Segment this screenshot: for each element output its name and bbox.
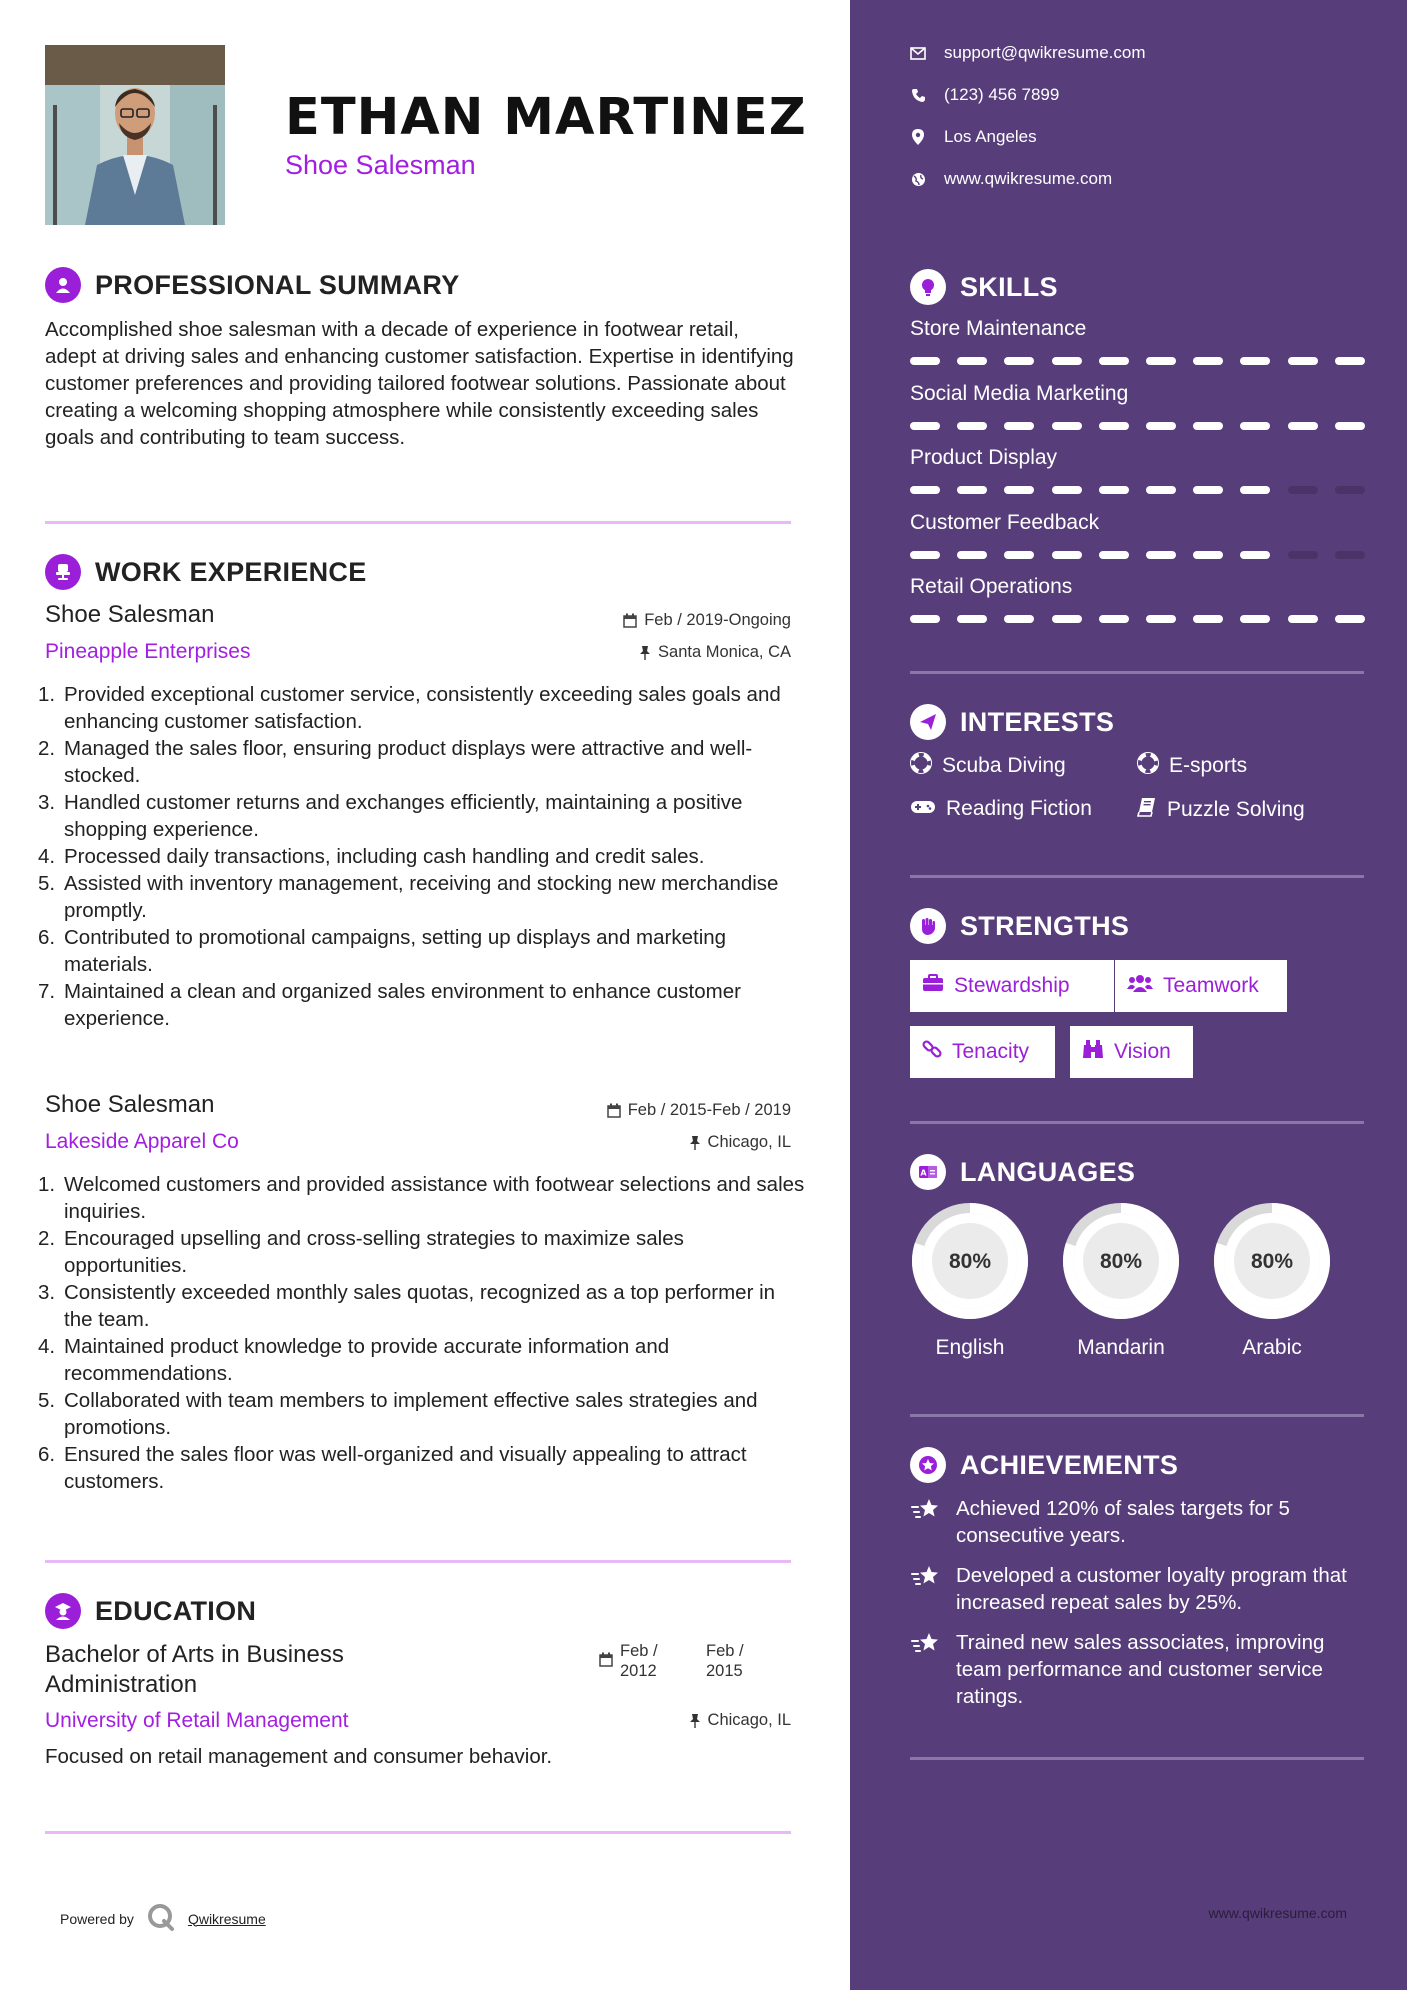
job-duties	[38, 681, 805, 1032]
section-divider	[910, 671, 1364, 674]
languages-heading	[910, 1154, 1135, 1190]
skill-level-dash	[1240, 551, 1270, 559]
briefcase-icon	[922, 974, 944, 998]
skill-name: Retail Operations	[910, 575, 1073, 598]
skill-level-dash	[1052, 422, 1082, 430]
section-divider	[45, 521, 791, 524]
list-item: 6. Ensured the sales floor was well-organized and visually appealing to attract customers.	[38, 1443, 747, 1493]
summary-heading	[45, 267, 460, 303]
phone-icon	[910, 87, 926, 103]
list-item: 4. Maintained product knowledge to provide accurate information and recommendations.	[38, 1335, 670, 1385]
skill-level-bar	[910, 615, 1365, 623]
job-date-text: Feb / 2015-Feb / 2019	[627, 1101, 791, 1119]
skill-level-dash	[1288, 486, 1318, 494]
paper-plane-icon	[910, 704, 946, 740]
skill-level-dash	[1004, 615, 1034, 623]
job-duties	[38, 1171, 805, 1495]
calendar-icon	[623, 613, 637, 628]
skill-level-dash	[1146, 422, 1176, 430]
skill-level-dash	[1240, 357, 1270, 365]
education-description: Focused on retail management and consumer behavior.	[45, 1745, 553, 1768]
skill-level-dash	[1099, 422, 1129, 430]
contact-website-text: www.qwikresume.com	[944, 169, 1113, 188]
list-item: 1. Provided exceptional customer service, consistently exceeding sales goals and enhancing customer satisfaction.	[38, 683, 781, 733]
languages-title: LANGUAGES	[960, 1156, 1136, 1187]
life-ring-icon	[910, 752, 932, 780]
interests-title: INTERESTS	[960, 706, 1115, 737]
contact-phone[interactable]	[910, 85, 1059, 105]
education-heading	[45, 1593, 256, 1629]
strength-chip: Tenacity	[910, 1026, 1055, 1078]
skill-level-dash	[910, 486, 940, 494]
skill-level-dash	[1193, 615, 1223, 623]
contact-email-text: support@qwikresume.com	[944, 43, 1146, 62]
skill-level-dash	[1052, 551, 1082, 559]
list-item: 5. Collaborated with team members to implement effective sales strategies and promotions.	[38, 1389, 758, 1439]
job-location	[639, 643, 791, 662]
skill-level-dash	[1146, 486, 1176, 494]
skill-level-bar	[910, 486, 1365, 494]
section-divider	[45, 1560, 791, 1563]
job-company: Pineapple Enterprises	[45, 640, 251, 663]
shooting-star-icon	[910, 1629, 942, 1710]
contact-location	[910, 127, 1037, 147]
interest-item: Scuba Diving	[910, 752, 1066, 780]
contact-website[interactable]	[910, 169, 1112, 189]
list-item: 6. Contributed to promotional campaigns, setting up displays and marketing materials.	[38, 926, 727, 976]
powered-by	[60, 1902, 266, 1935]
skill-level-dash	[910, 357, 940, 365]
interest-item: Reading Fiction	[910, 797, 1092, 821]
candidate-role: Shoe Salesman	[285, 150, 476, 180]
shooting-star-icon	[910, 1562, 942, 1616]
lightbulb-icon	[910, 269, 946, 305]
language-name: Mandarin	[1077, 1336, 1165, 1359]
section-divider	[910, 1414, 1364, 1417]
language-icon	[910, 1154, 946, 1190]
contact-location-text: Los Angeles	[944, 127, 1037, 146]
contact-phone-text: (123) 456 7899	[944, 85, 1060, 104]
skill-level-bar	[910, 357, 1365, 365]
section-divider	[910, 875, 1364, 878]
skill-level-bar	[910, 422, 1365, 430]
book-icon	[1137, 797, 1157, 823]
sidebar	[850, 0, 1407, 1990]
language-ring	[1061, 1201, 1181, 1321]
fist-icon	[910, 908, 946, 944]
skill-level-dash	[1052, 615, 1082, 623]
achievement-item: Developed a customer loyalty program that increased repeat sales by 25%.	[910, 1562, 1370, 1616]
education-title: EDUCATION	[95, 1595, 257, 1626]
job-date	[623, 611, 791, 630]
language-ring	[910, 1201, 1030, 1321]
education-end-date: Feb / 2015	[706, 1642, 744, 1680]
strength-chip: Vision	[1070, 1026, 1193, 1078]
skill-level-dash	[1335, 357, 1365, 365]
skill-level-dash	[957, 422, 987, 430]
envelope-icon	[910, 45, 926, 61]
list-item: 7. Maintained a clean and organized sales environment to enhance customer experience.	[38, 980, 741, 1030]
list-item: 4. Processed daily transactions, including cash handling and credit sales.	[38, 845, 705, 868]
graduate-icon	[45, 1593, 81, 1629]
star-badge-icon	[910, 1447, 946, 1483]
skill-level-dash	[910, 551, 940, 559]
language-percent: 80%	[1099, 1250, 1143, 1273]
skill-level-dash	[1193, 486, 1223, 494]
skill-level-bar	[910, 551, 1365, 559]
skill-level-dash	[910, 615, 940, 623]
job-date-text: Feb / 2019-Ongoing	[644, 611, 791, 629]
list-item: 3. Handled customer returns and exchanges efficiently, maintaining a positive shopping experience.	[38, 791, 743, 841]
users-icon	[1127, 974, 1153, 998]
skill-name: Customer Feedback	[910, 510, 1100, 534]
skills-title: SKILLS	[960, 271, 1058, 302]
powered-by-label: Powered by	[60, 1910, 134, 1927]
skill-level-dash	[1004, 357, 1034, 365]
skill-level-dash	[1099, 357, 1129, 365]
skill-level-dash	[1288, 422, 1318, 430]
strength-chip: Stewardship	[910, 960, 1114, 1012]
degree-title: Bachelor of Arts in Business Administration	[45, 1641, 344, 1698]
language-name: English	[935, 1336, 1005, 1359]
skill-level-dash	[957, 486, 987, 494]
list-item: 5. Assisted with inventory management, receiving and stocking new merchandise promptly.	[38, 872, 779, 922]
job-date	[607, 1101, 791, 1120]
skill-level-dash	[1335, 486, 1365, 494]
skill-level-dash	[1193, 422, 1223, 430]
achievements-heading	[910, 1447, 1178, 1483]
skill-name: Product Display	[910, 446, 1058, 469]
skill-level-dash	[1288, 615, 1318, 623]
skill-level-dash	[957, 615, 987, 623]
skill-item	[910, 575, 1365, 599]
language-ring	[1212, 1201, 1332, 1321]
shooting-star-icon	[910, 1495, 942, 1549]
pin-icon	[639, 645, 651, 660]
job-title: Shoe Salesman	[45, 1091, 215, 1118]
candidate-name: ETHAN MARTINEZ	[285, 88, 807, 147]
language-percent: 80%	[948, 1250, 992, 1273]
job-title: Shoe Salesman	[45, 601, 215, 628]
education-start-date	[599, 1641, 668, 1681]
skill-level-dash	[1335, 551, 1365, 559]
strengths-title: STRENGTHS	[960, 910, 1130, 941]
education-location-text: Chicago, IL	[707, 1711, 791, 1729]
list-item: 3. Consistently exceeded monthly sales quotas, recognized as a top performer in the team.	[38, 1281, 776, 1331]
interest-item: E-sports	[1137, 752, 1247, 780]
globe-icon	[910, 171, 926, 187]
qwikresume-logo-icon	[146, 1902, 176, 1935]
section-divider	[45, 1831, 791, 1834]
job-location-text: Santa Monica, CA	[658, 643, 791, 661]
skill-level-dash	[1052, 357, 1082, 365]
language-percent: 80%	[1250, 1250, 1294, 1273]
strength-chip: Teamwork	[1115, 960, 1287, 1012]
map-marker-icon	[910, 129, 926, 145]
skill-level-dash	[1004, 422, 1034, 430]
pin-icon	[689, 1135, 701, 1150]
summary-title: PROFESSIONAL SUMMARY	[95, 269, 460, 300]
skill-level-dash	[1099, 551, 1129, 559]
skill-level-dash	[1004, 551, 1034, 559]
skill-level-dash	[1146, 615, 1176, 623]
list-item: 2. Encouraged upselling and cross-selling strategies to maximize sales opportunities.	[38, 1227, 684, 1277]
interest-item: Puzzle Solving	[1137, 797, 1305, 823]
achievement-item: Achieved 120% of sales targets for 5 consecutive years.	[910, 1495, 1370, 1549]
achievement-item: Trained new sales associates, improving team performance and customer service ratings.	[910, 1629, 1370, 1710]
list-item: 1. Welcomed customers and provided assistance with footwear selections and sales inquiries.	[38, 1173, 805, 1223]
skills-heading	[910, 269, 1058, 305]
achievements-title: ACHIEVEMENTS	[960, 1449, 1179, 1480]
skill-level-dash	[1240, 486, 1270, 494]
language-name: Arabic	[1242, 1336, 1302, 1359]
skill-level-dash	[1288, 551, 1318, 559]
job-company: Lakeside Apparel Co	[45, 1130, 239, 1153]
pin-icon	[689, 1713, 701, 1728]
calendar-icon	[607, 1103, 621, 1118]
school-name: University of Retail Management	[45, 1709, 349, 1732]
skill-level-dash	[1099, 615, 1129, 623]
section-divider	[910, 1757, 1364, 1760]
summary-text: Accomplished shoe salesman with a decade of experience in footwear retail, adept at driving sales and enhancing customer satisfaction. Expertise in identifying customer preferences and providing tailored footwear solutions. Passionate about creating a welcoming shopping atmosphere while consistently exceeding sales goals and contributing to team success.	[45, 318, 794, 449]
experience-heading	[45, 554, 367, 590]
skill-name: Store Maintenance	[910, 317, 1087, 340]
skill-name: Social Media Marketing	[910, 381, 1129, 405]
footer-website[interactable]: www.qwikresume.com	[1208, 1905, 1347, 1921]
skill-level-dash	[910, 422, 940, 430]
skill-level-dash	[1288, 357, 1318, 365]
user-icon	[45, 267, 81, 303]
interests-heading	[910, 704, 1114, 740]
list-item: 2. Managed the sales floor, ensuring product displays were attractive and well-stocked.	[38, 737, 753, 787]
link-icon	[922, 1039, 942, 1065]
skill-level-dash	[1004, 486, 1034, 494]
skill-level-dash	[1335, 615, 1365, 623]
office-chair-icon	[45, 554, 81, 590]
skill-level-dash	[1099, 486, 1129, 494]
skill-level-dash	[1240, 422, 1270, 430]
skill-level-dash	[1240, 615, 1270, 623]
education-location	[689, 1711, 791, 1730]
skill-item	[910, 511, 1365, 535]
skill-level-dash	[957, 357, 987, 365]
skill-level-dash	[1052, 486, 1082, 494]
job-location	[689, 1133, 791, 1152]
svg-text:A: A	[920, 1168, 927, 1178]
experience-title: WORK EXPERIENCE	[95, 556, 367, 587]
skill-item	[910, 317, 1365, 341]
skill-item	[910, 446, 1365, 470]
binoculars-icon	[1082, 1039, 1104, 1065]
skill-level-dash	[1193, 551, 1223, 559]
contact-email[interactable]	[910, 43, 1146, 63]
life-ring-icon	[1137, 752, 1159, 780]
qwikresume-link[interactable]: Qwikresume	[187, 1910, 266, 1927]
job-location-text: Chicago, IL	[707, 1133, 791, 1151]
skill-level-dash	[1193, 357, 1223, 365]
skill-level-dash	[1335, 422, 1365, 430]
skill-level-dash	[957, 551, 987, 559]
skill-level-dash	[1146, 357, 1176, 365]
skill-level-dash	[1146, 551, 1176, 559]
section-divider	[910, 1121, 1364, 1124]
calendar-icon	[599, 1641, 613, 1681]
skill-item	[910, 382, 1365, 406]
strengths-heading	[910, 908, 1129, 944]
gamepad-icon	[910, 797, 936, 821]
profile-photo	[45, 45, 225, 225]
education-start-text: Feb / 2012	[620, 1642, 658, 1680]
